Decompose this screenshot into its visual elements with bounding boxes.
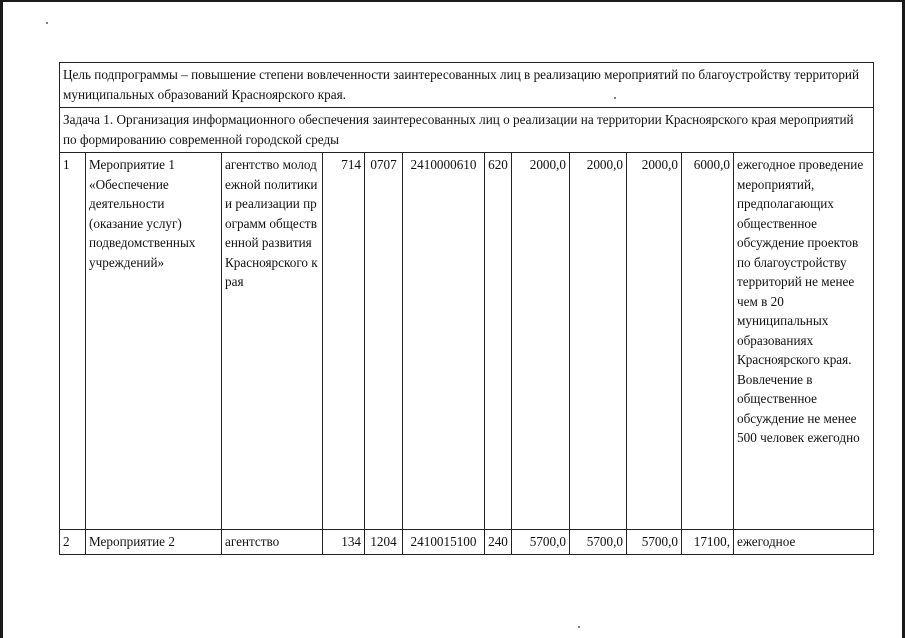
year1-amount: 5700,0 (512, 530, 570, 555)
scan-speck (46, 22, 48, 24)
year3-amount: 2000,0 (627, 153, 682, 530)
vr-code: 620 (485, 153, 512, 530)
program-table (59, 62, 874, 555)
scan-speck (578, 626, 580, 628)
csr-code: 2410000610 (403, 153, 485, 530)
year2-amount: 2000,0 (570, 153, 627, 530)
rzpr-code: 0707 (365, 153, 403, 530)
row-number: 1 (60, 153, 86, 530)
row-number: 2 (60, 530, 86, 555)
activity-name: Мероприятие 2 (86, 530, 222, 555)
task-row (60, 108, 874, 153)
table-row (60, 530, 874, 555)
rzpr-code: 1204 (365, 530, 403, 555)
expected-result: ежегодное проведение мероприятий, предполагающих общественное обсуждение проектов по благоустройству территорий не менее чем в 20 муниципальных образованиях Красноярского края. Вовлечение в общественное обсуждение не менее 500 человек ежегодно (734, 153, 874, 530)
year1-amount: 2000,0 (512, 153, 570, 530)
scan-edge-left (0, 0, 3, 638)
goal-cell: Цель подпрограммы – повышение степени вовлеченности заинтересованных лиц в реализацию мероприятий по благоустройству территорий муниципальных образований Красноярского края. (60, 63, 874, 108)
goal-row (60, 63, 874, 108)
executor: агентство (222, 530, 323, 555)
scan-edge-top (0, 0, 905, 2)
task-cell: Задача 1. Организация информационного обеспечения заинтересованных лиц о реализации на территории Красноярского края мероприятий по формированию современной городской среды (60, 108, 874, 153)
activity-name: Мероприятие 1 «Обеспечение деятельности (оказание услуг) подведомственных учреждений» (86, 153, 222, 530)
executor: агентство молодежной политики и реализации программ общественной развития Красноярского края (222, 153, 323, 530)
grbs-code: 134 (323, 530, 365, 555)
total-amount: 17100, (682, 530, 734, 555)
table-row (60, 153, 874, 530)
vr-code: 240 (485, 530, 512, 555)
grbs-code: 714 (323, 153, 365, 530)
year3-amount: 5700,0 (627, 530, 682, 555)
expected-result: ежегодное (734, 530, 874, 555)
year2-amount: 5700,0 (570, 530, 627, 555)
csr-code: 2410015100 (403, 530, 485, 555)
total-amount: 6000,0 (682, 153, 734, 530)
